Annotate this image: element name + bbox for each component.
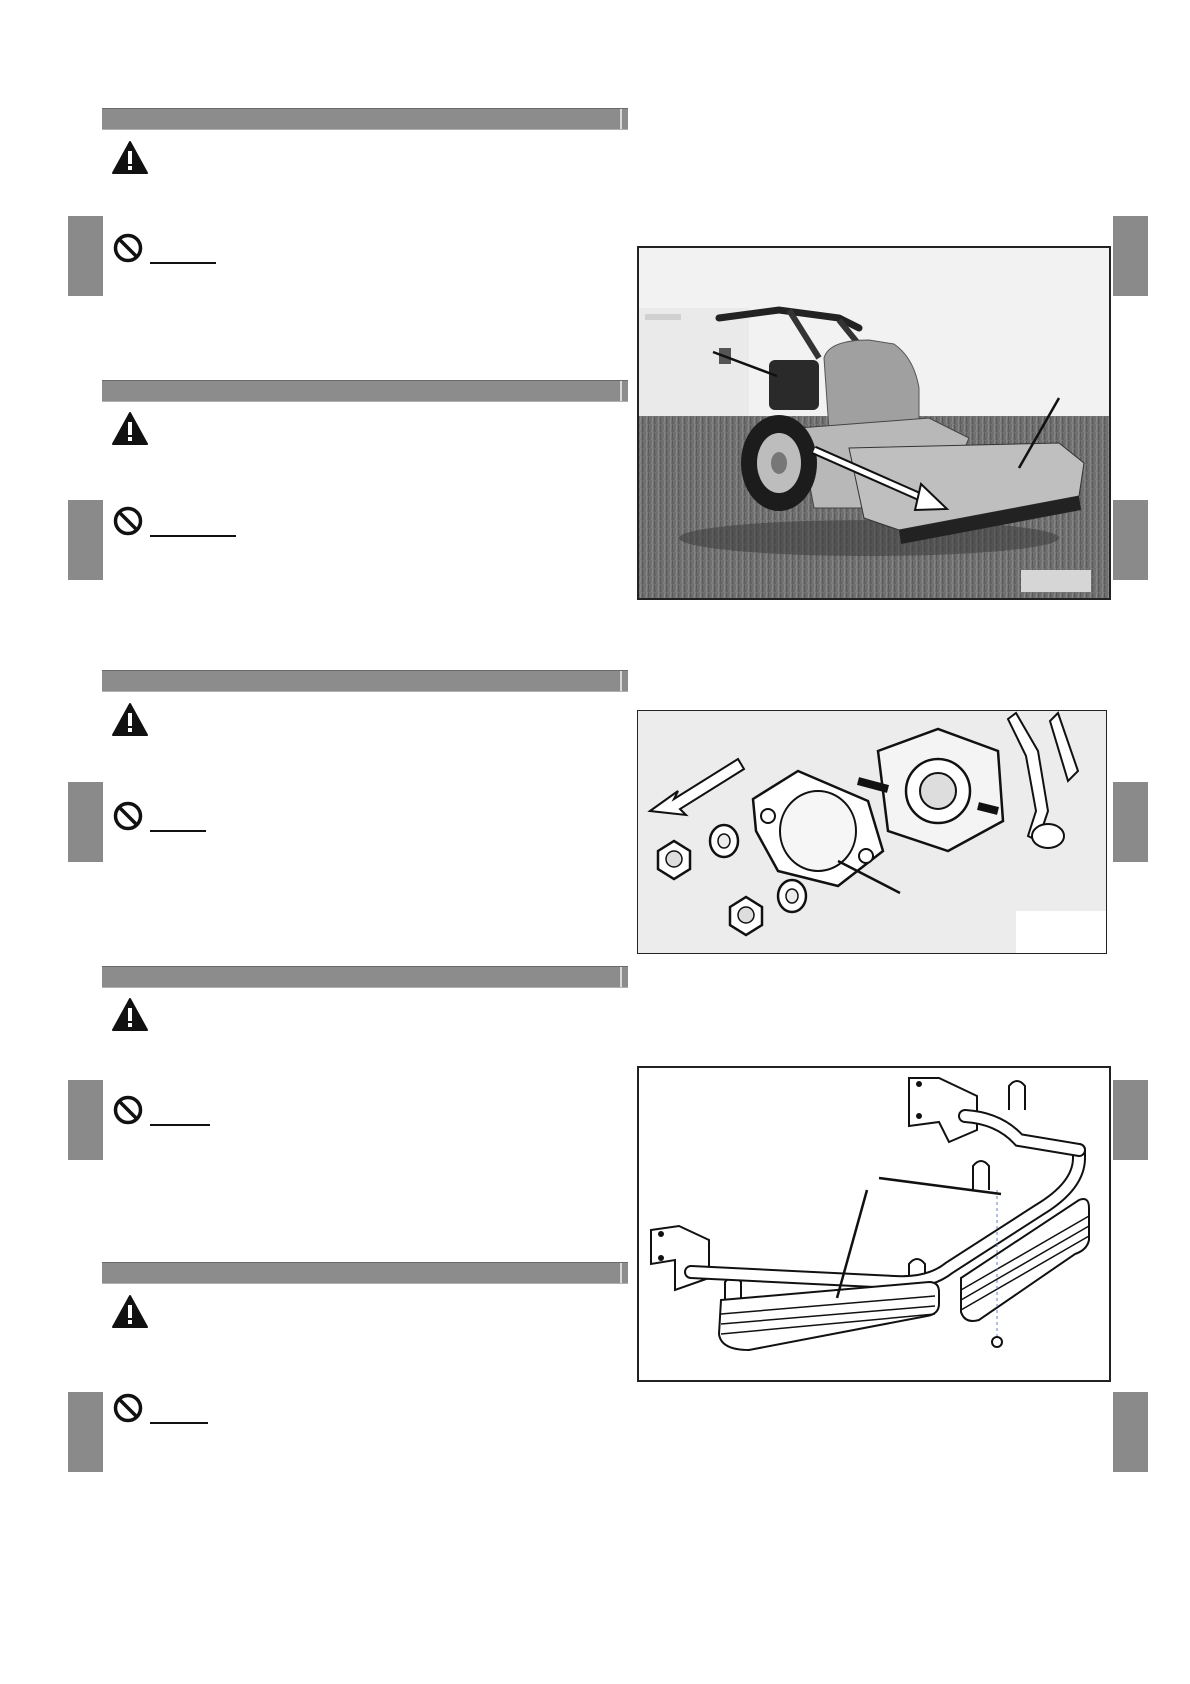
bumper-drawing [637, 1066, 1111, 1382]
heading-underline [150, 262, 216, 264]
heading-underline [150, 1422, 208, 1424]
right-side-tab-2 [1113, 500, 1148, 580]
right-side-tab-3 [1113, 782, 1148, 862]
right-side-tab-4 [1113, 1080, 1148, 1160]
left-side-tab-5 [68, 1392, 103, 1472]
warning-triangle-icon [111, 140, 149, 176]
heading-underline [150, 535, 236, 537]
section-header-bar-1 [102, 108, 628, 130]
section-header-bar-3 [102, 670, 628, 692]
warning-triangle-icon [111, 702, 149, 738]
prohibition-circle-icon [112, 232, 144, 264]
section-header-bar-2 [102, 380, 628, 402]
heading-underline [150, 1124, 210, 1126]
heading-underline [150, 830, 206, 832]
warning-triangle-icon [111, 997, 149, 1033]
right-side-tab-1 [1113, 216, 1148, 296]
warning-triangle-icon [111, 1294, 149, 1330]
left-side-tab-4 [68, 1080, 103, 1160]
flange-drawing [637, 710, 1107, 954]
right-side-tab-5 [1113, 1392, 1148, 1472]
left-side-tab-1 [68, 216, 103, 296]
left-side-tab-3 [68, 782, 103, 862]
warning-triangle-icon [111, 411, 149, 447]
section-header-bar-4 [102, 966, 628, 988]
prohibition-circle-icon [112, 800, 144, 832]
prohibition-circle-icon [112, 1094, 144, 1126]
prohibition-circle-icon [112, 505, 144, 537]
mower-photo [637, 246, 1111, 600]
section-header-bar-5 [102, 1262, 628, 1284]
left-side-tab-2 [68, 500, 103, 580]
prohibition-circle-icon [112, 1392, 144, 1424]
